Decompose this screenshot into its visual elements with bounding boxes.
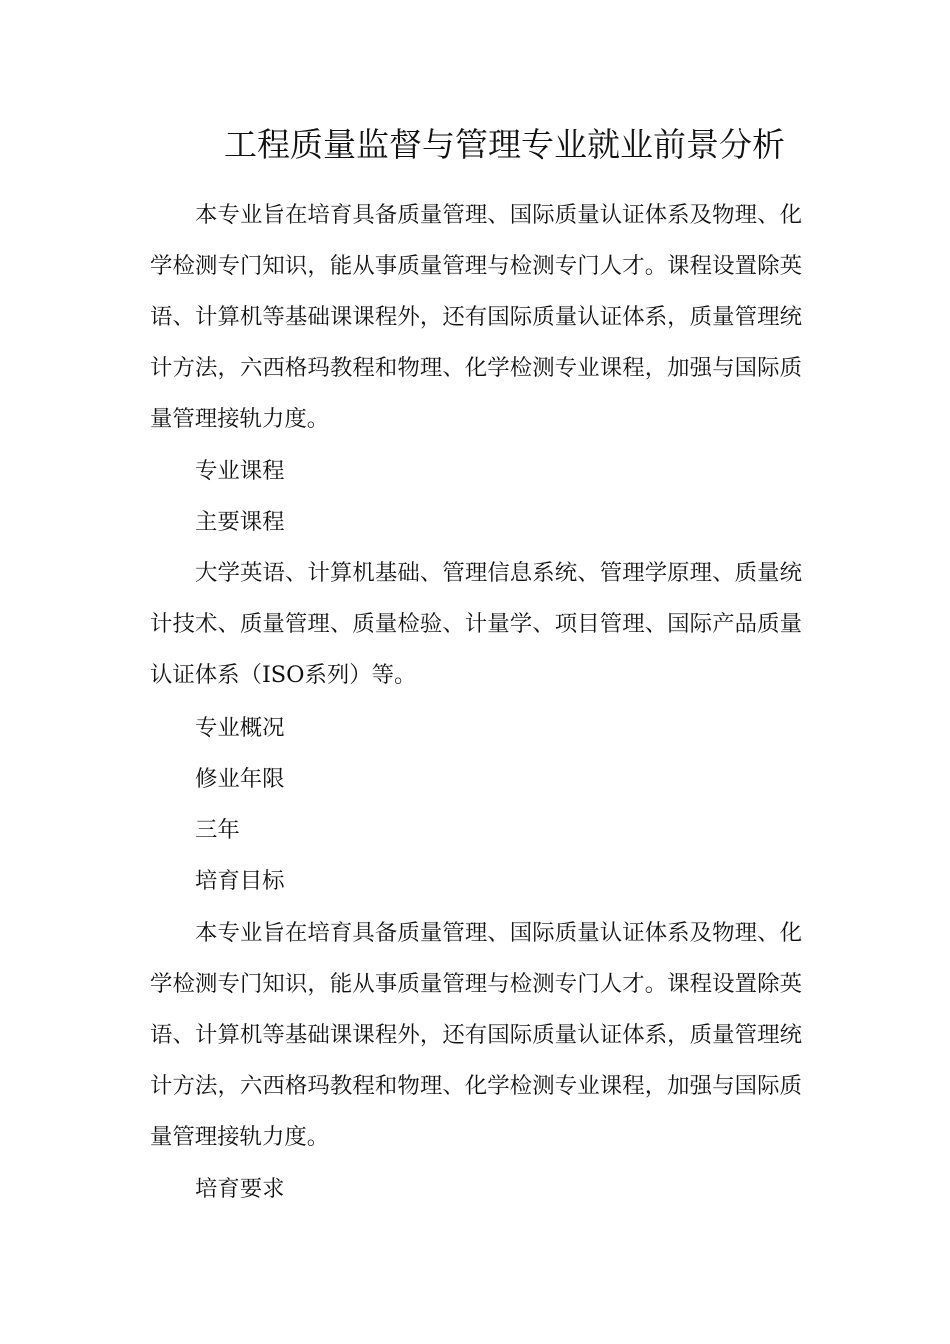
- document-title: 工程质量监督与管理专业就业前景分析: [224, 125, 785, 164]
- goal-paragraph: 本专业旨在培育具备质量管理、国际质量认证体系及物理、化学检测专门知识，能从事质量管理与检测专门人才。课程设置除英语、计算机等基础课课程外，还有国际质量认证体系，质量管理统计方法，六西格玛教程和物理、化学检测专业课程，加强与国际质量管理接轨力度。: [150, 920, 802, 1150]
- duration-value: 三年: [195, 817, 240, 843]
- heading-overview: 专业概况: [195, 715, 285, 741]
- heading-duration: 修业年限: [195, 766, 285, 792]
- heading-main-courses: 主要课程: [195, 509, 285, 535]
- heading-professional-courses: 专业课程: [195, 458, 285, 484]
- heading-training-requirements: 培育要求: [195, 1176, 285, 1202]
- intro-paragraph: 本专业旨在培育具备质量管理、国际质量认证体系及物理、化学检测专门知识，能从事质量管理与检测专门人才。课程设置除英语、计算机等基础课课程外，还有国际质量认证体系，质量管理统计方法，六西格玛教程和物理、化学检测专业课程，加强与国际质量管理接轨力度。: [150, 202, 802, 432]
- courses-paragraph: 大学英语、计算机基础、管理信息系统、管理学原理、质量统计技术、质量管理、质量检验、计量学、项目管理、国际产品质量认证体系（ISO系列）等。: [150, 560, 802, 688]
- heading-training-goal: 培育目标: [195, 868, 285, 894]
